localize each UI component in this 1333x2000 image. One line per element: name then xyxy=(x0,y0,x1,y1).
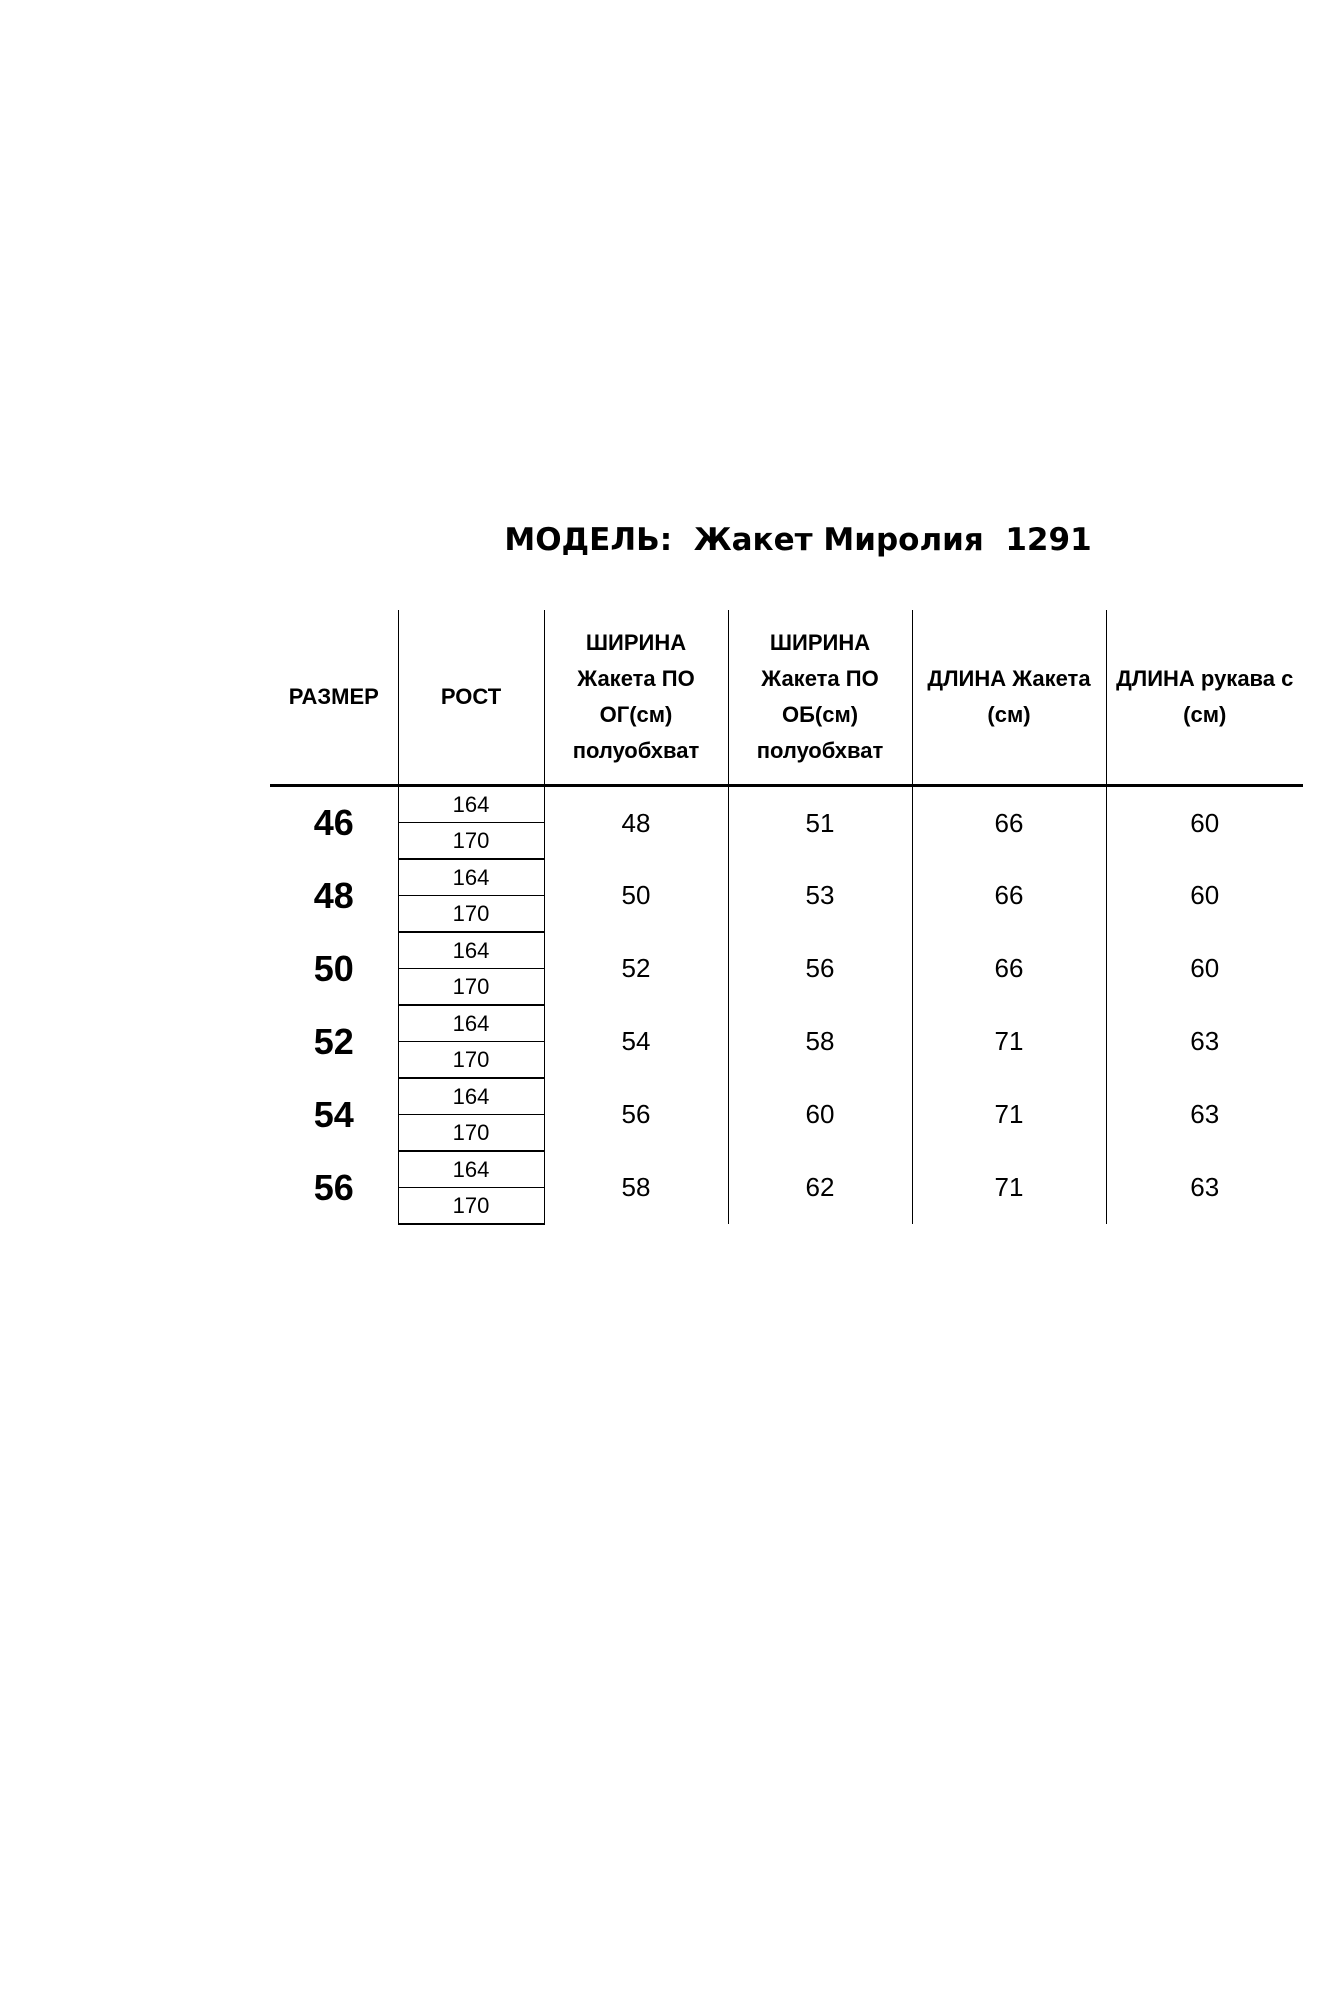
table-row xyxy=(270,859,1303,896)
width-og-value: 56 xyxy=(621,1099,651,1129)
rost-value: 170 xyxy=(398,823,544,860)
rost-value: 164 xyxy=(398,1078,544,1115)
size-value: 52 xyxy=(313,1020,354,1062)
size-value: 46 xyxy=(313,802,354,843)
width-ob-value: 60 xyxy=(728,1078,912,1151)
header-length: ДЛИНА Жакета (см) xyxy=(912,610,1106,786)
width-ob-value: 56 xyxy=(728,932,912,1005)
length-value: 71 xyxy=(912,1005,1106,1078)
rost-value: 170 xyxy=(398,1188,544,1225)
rost-value: 164 xyxy=(398,932,544,969)
sleeve-value: 63 xyxy=(1106,1078,1303,1151)
rost-value: 164 xyxy=(398,859,544,896)
header-width-ob: ШИРИНА Жакета ПО ОБ(см) полуобхват xyxy=(728,610,912,786)
size-value: 50 xyxy=(313,947,354,989)
size-value: 56 xyxy=(313,1166,354,1208)
rost-value: 170 xyxy=(398,1042,544,1079)
table-row xyxy=(270,1005,1303,1042)
table-row xyxy=(270,932,1303,969)
header-sleeve: ДЛИНА рукава с (см) xyxy=(1106,610,1303,786)
width-ob-value: 51 xyxy=(728,786,912,860)
page-title: МОДЕЛЬ: Жакет Миролия 1291 xyxy=(504,522,1092,558)
rost-value: 170 xyxy=(398,969,544,1006)
table-row xyxy=(270,786,1303,823)
size-value: 54 xyxy=(313,1093,354,1135)
rost-value: 164 xyxy=(398,1005,544,1042)
width-ob-value: 62 xyxy=(728,1151,912,1224)
length-value: 66 xyxy=(912,859,1106,932)
table-row xyxy=(270,1151,1303,1188)
rost-value: 164 xyxy=(398,786,544,823)
length-value: 66 xyxy=(912,786,1106,860)
length-value: 71 xyxy=(912,1078,1106,1151)
length-value: 71 xyxy=(912,1151,1106,1224)
sleeve-value: 60 xyxy=(1106,932,1303,1005)
sleeve-value: 63 xyxy=(1106,1005,1303,1078)
width-og-value: 54 xyxy=(621,1026,651,1056)
length-value: 66 xyxy=(912,932,1106,1005)
rost-value: 170 xyxy=(398,896,544,933)
size-value: 48 xyxy=(313,874,354,916)
width-og-value: 50 xyxy=(621,880,651,910)
sleeve-value: 63 xyxy=(1106,1151,1303,1224)
rost-value: 164 xyxy=(398,1151,544,1188)
width-ob-value: 58 xyxy=(728,1005,912,1078)
rost-value: 170 xyxy=(398,1115,544,1152)
width-og-value: 52 xyxy=(621,953,651,983)
width-ob-value: 53 xyxy=(728,859,912,932)
header-rost: РОСТ xyxy=(398,610,544,786)
width-og-value: 58 xyxy=(621,1172,651,1202)
size-table xyxy=(270,610,1303,1225)
header-width-og: ШИРИНА Жакета ПО ОГ(см) полуобхват xyxy=(544,610,728,786)
sleeve-value: 60 xyxy=(1106,786,1303,860)
header-row xyxy=(270,610,1303,786)
table-row xyxy=(270,1078,1303,1115)
sleeve-value: 60 xyxy=(1106,859,1303,932)
header-size: РАЗМЕР xyxy=(270,610,398,786)
width-og-value: 48 xyxy=(621,807,651,838)
